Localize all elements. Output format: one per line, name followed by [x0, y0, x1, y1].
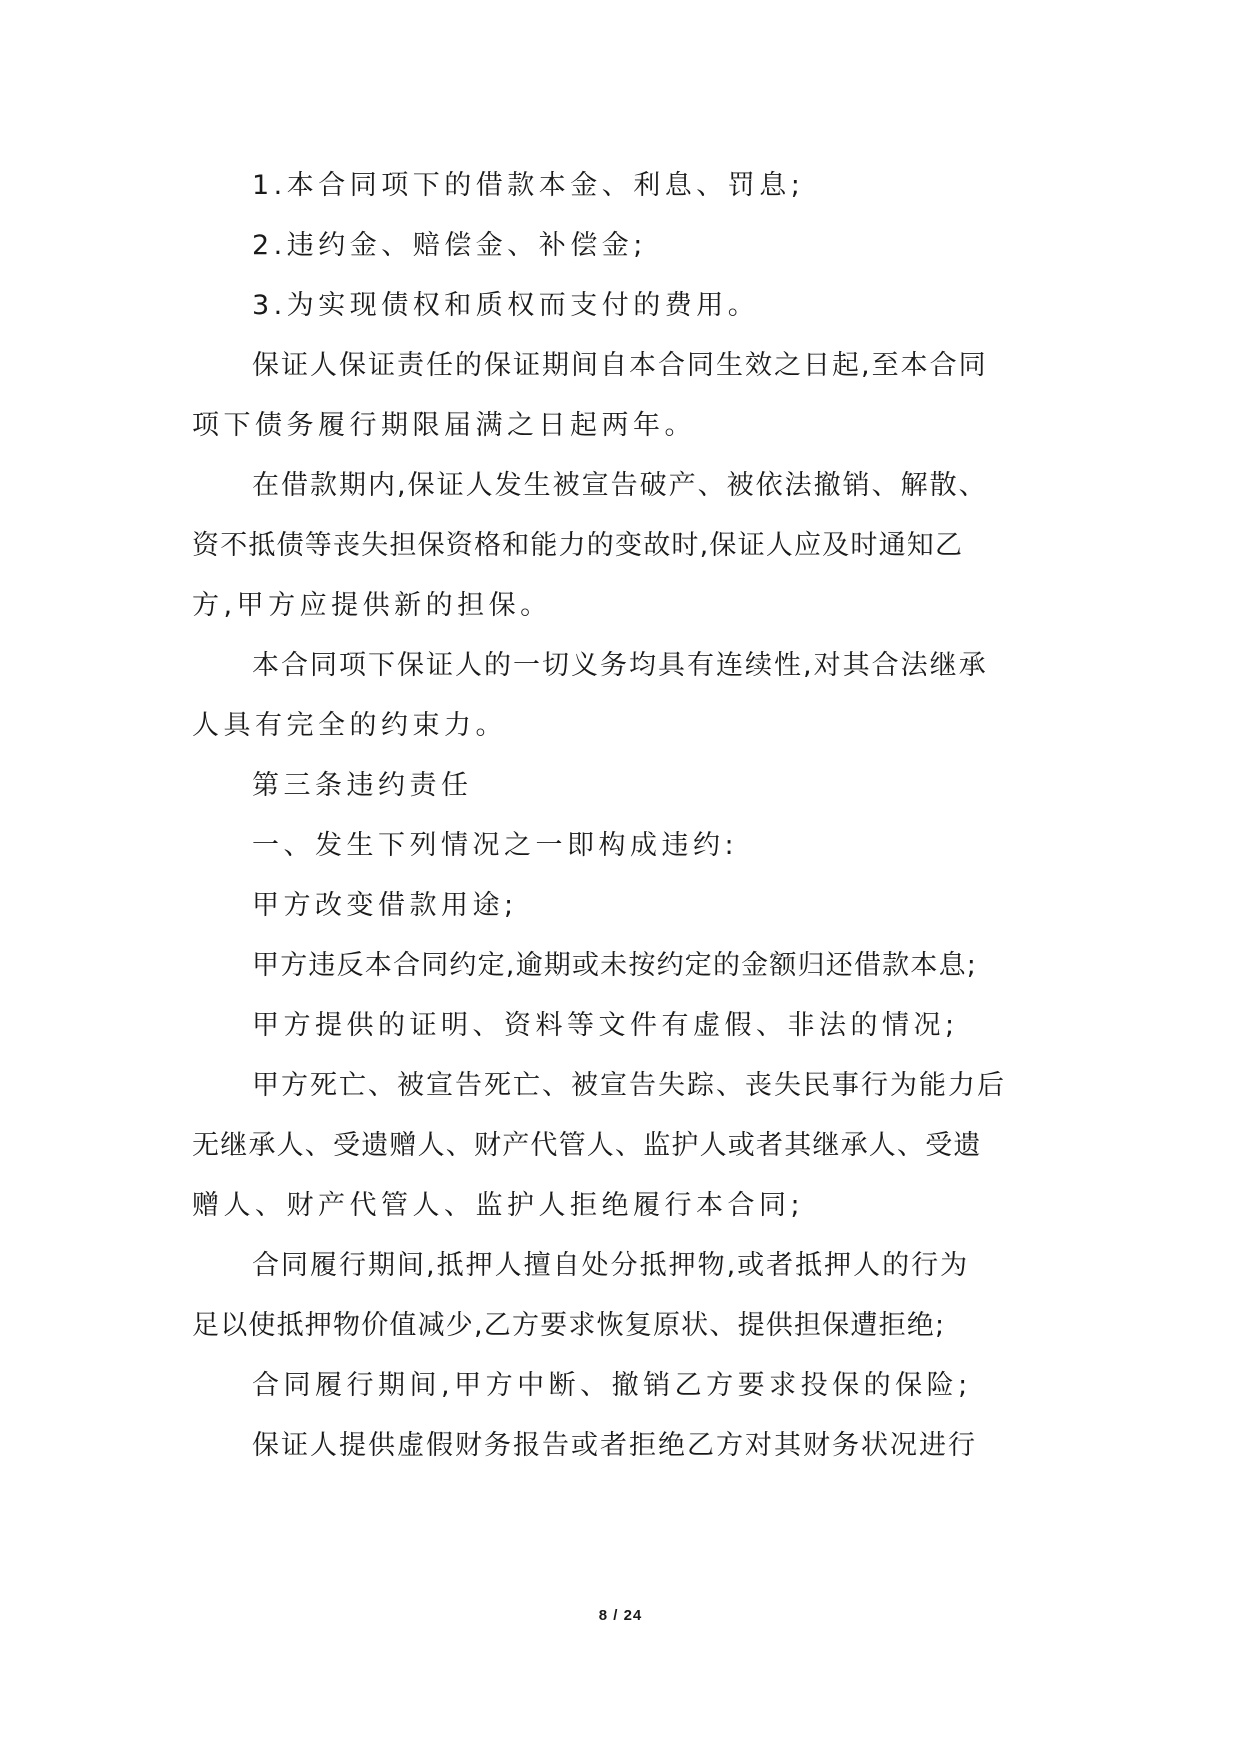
default-item-3: 甲方提供的证明、资料等文件有虚假、非法的情况;	[252, 1010, 959, 1041]
paragraph-guarantee-period-line-2: 项下债务履行期限届满之日起两年。	[192, 410, 696, 441]
paragraph-guarantor-change-line-2: 资不抵债等丧失担保资格和能力的变故时,保证人应及时通知乙	[192, 530, 964, 561]
list-item-2: 2.违约金、赔偿金、补偿金;	[252, 230, 647, 261]
paragraph-guarantee-period-line-1: 保证人保证责任的保证期间自本合同生效之日起,至本合同	[252, 350, 988, 381]
list-item-3: 3.为实现债权和质权而支付的费用。	[252, 290, 760, 321]
default-item-2: 甲方违反本合同约定,逾期或未按约定的金额归还借款本息;	[252, 950, 978, 981]
document-body	[192, 156, 1064, 1476]
paragraph-continuity-line-2: 人具有完全的约束力。	[192, 710, 507, 741]
default-item-7-line-1: 保证人提供虚假财务报告或者拒绝乙方对其财务状况进行	[252, 1430, 977, 1461]
page-number: 8 / 24	[598, 1607, 643, 1624]
default-item-5-line-1: 合同履行期间,抵押人擅自处分抵押物,或者抵押人的行为	[252, 1250, 970, 1281]
list-item-1: 1.本合同项下的借款本金、利息、罚息;	[252, 170, 805, 201]
section-heading: 第三条违约责任	[252, 770, 473, 801]
default-item-6: 合同履行期间,甲方中断、撤销乙方要求投保的保险;	[252, 1370, 972, 1401]
paragraph-guarantor-change-line-1: 在借款期内,保证人发生被宣告破产、被依法撤销、解散、	[252, 470, 988, 501]
default-item-5-line-2: 足以使抵押物价值减少,乙方要求恢复原状、提供担保遭拒绝;	[192, 1310, 946, 1341]
paragraph-guarantor-change-line-3: 方,甲方应提供新的担保。	[192, 590, 552, 621]
paragraph-continuity-line-1: 本合同项下保证人的一切义务均具有连续性,对其合法继承	[252, 650, 988, 681]
default-intro: 一、发生下列情况之一即构成违约:	[252, 830, 739, 861]
default-item-4-line-3: 赠人、财产代管人、监护人拒绝履行本合同;	[192, 1190, 805, 1221]
default-item-4-line-1: 甲方死亡、被宣告死亡、被宣告失踪、丧失民事行为能力后	[252, 1070, 1006, 1101]
default-item-1: 甲方改变借款用途;	[252, 890, 518, 921]
default-item-4-line-2: 无继承人、受遗赠人、财产代管人、监护人或者其继承人、受遗	[192, 1130, 982, 1161]
